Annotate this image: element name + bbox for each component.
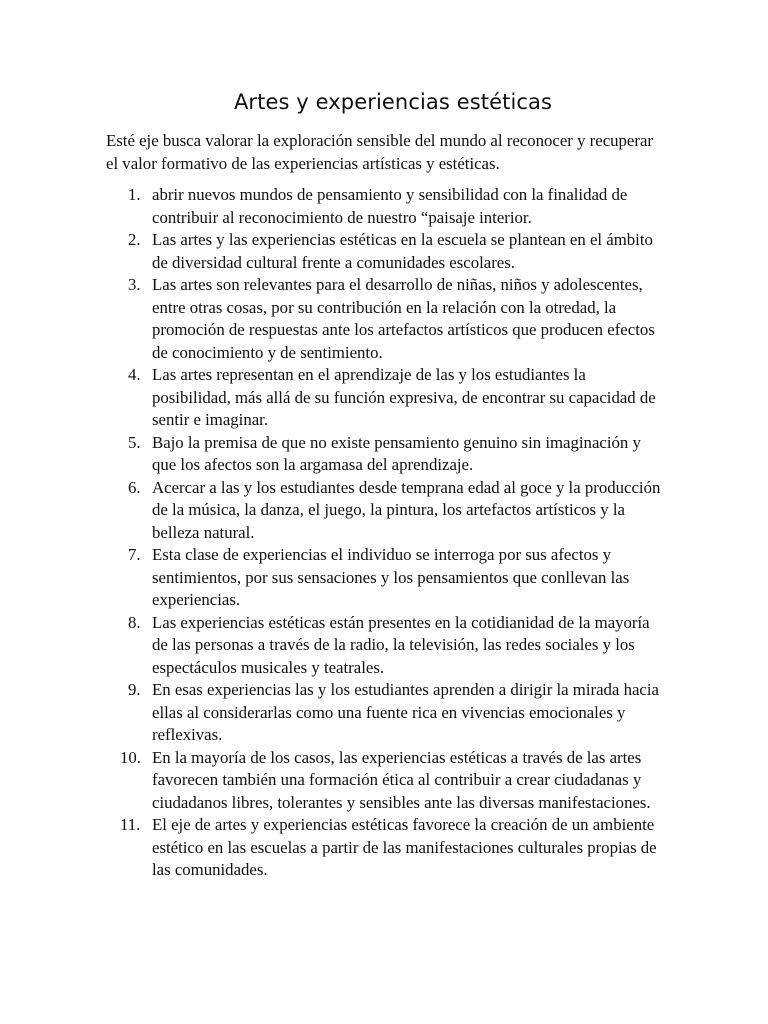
list-item-text: Las artes y las experiencias estéticas en la escuela se plantean en el ámbito de diversidad cultural frente a comunidades escolares. xyxy=(152,230,653,272)
list-item xyxy=(106,477,668,545)
list-item-text: Bajo la premisa de que no existe pensamiento genuino sin imaginación y que los afectos son la argamasa del aprendizaje. xyxy=(152,432,641,474)
list-item xyxy=(106,612,668,680)
list-item-number: 11. xyxy=(120,815,141,834)
list-item xyxy=(106,544,668,612)
list-item-text: Las experiencias estéticas están presentes en la cotidianidad de la mayoría de las personas a través de la radio, la televisión, las redes sociales y los espectáculos musicales y teatrales. xyxy=(152,612,650,677)
list-item-text: Acercar a las y los estudiantes desde temprana edad al goce y la producción de la música, la danza, el juego, la pintura, los artefactos artísticos y la belleza natural. xyxy=(152,477,661,542)
list-item-number: 6. xyxy=(128,477,141,497)
list-item xyxy=(106,229,668,274)
list-item-number: 4. xyxy=(128,365,141,384)
list-item-number: 1. xyxy=(128,185,141,204)
list-item-number: 8. xyxy=(128,612,141,632)
page-title: Artes y experiencias estéticas xyxy=(233,90,553,114)
list-item xyxy=(106,274,668,364)
list-item-text: En la mayoría de los casos, las experiencias estéticas a través de las artes favorecen también una formación ética al contribuir a crear ciudadanas y ciudadanos libres, tolerantes y sensibles ante las diversas manifestaciones. xyxy=(152,747,651,812)
list-item-number: 3. xyxy=(128,275,141,294)
list-item xyxy=(106,814,668,882)
list-item-number: 2. xyxy=(128,230,141,249)
list-item xyxy=(106,679,668,747)
list-item-text: Esta clase de experiencias el individuo se interroga por sus afectos y sentimientos, por sus sensaciones y los pensamientos que conllevan las experiencias. xyxy=(152,545,630,609)
list-item-number: 7. xyxy=(128,545,141,564)
list-item-number: 5. xyxy=(128,432,141,452)
list-item-text: Las artes son relevantes para el desarrollo de niñas, niños y adolescentes, entre otras cosas, por su contribución en la relación con la otredad, la promoción de respuestas ante los artefactos artísticos que producen efectos de conocimiento y de sentimiento. xyxy=(152,275,655,362)
list-item xyxy=(106,364,668,432)
list-item-text: El eje de artes y experiencias estéticas favorece la creación de un ambiente estético en las escuelas a partir de las manifestaciones culturales propias de las comunidades. xyxy=(152,815,657,879)
list-item xyxy=(106,747,668,815)
list-item xyxy=(106,184,668,229)
list-item-text: abrir nuevos mundos de pensamiento y sensibilidad con la finalidad de contribuir al reconocimiento de nuestro “paisaje interior. xyxy=(152,185,628,227)
list-item xyxy=(106,432,668,477)
list-item-text: En esas experiencias las y los estudiantes aprenden a dirigir la mirada hacia ellas al considerarlas como una fuente rica en vivencias emocionales y reflexivas. xyxy=(152,680,659,744)
list-item-number: 10. xyxy=(120,747,141,767)
list-item-text: Las artes representan en el aprendizaje de las y los estudiantes la posibilidad, más allá de su función expresiva, de encontrar su capacidad de sentir e imaginar. xyxy=(152,365,656,429)
numbered-list xyxy=(106,184,668,882)
list-item-number: 9. xyxy=(128,680,141,699)
intro-paragraph: Esté eje busca valorar la exploración sensible del mundo al reconocer y recuperar el valor formativo de las experiencias artísticas y estéticas. xyxy=(106,131,654,173)
